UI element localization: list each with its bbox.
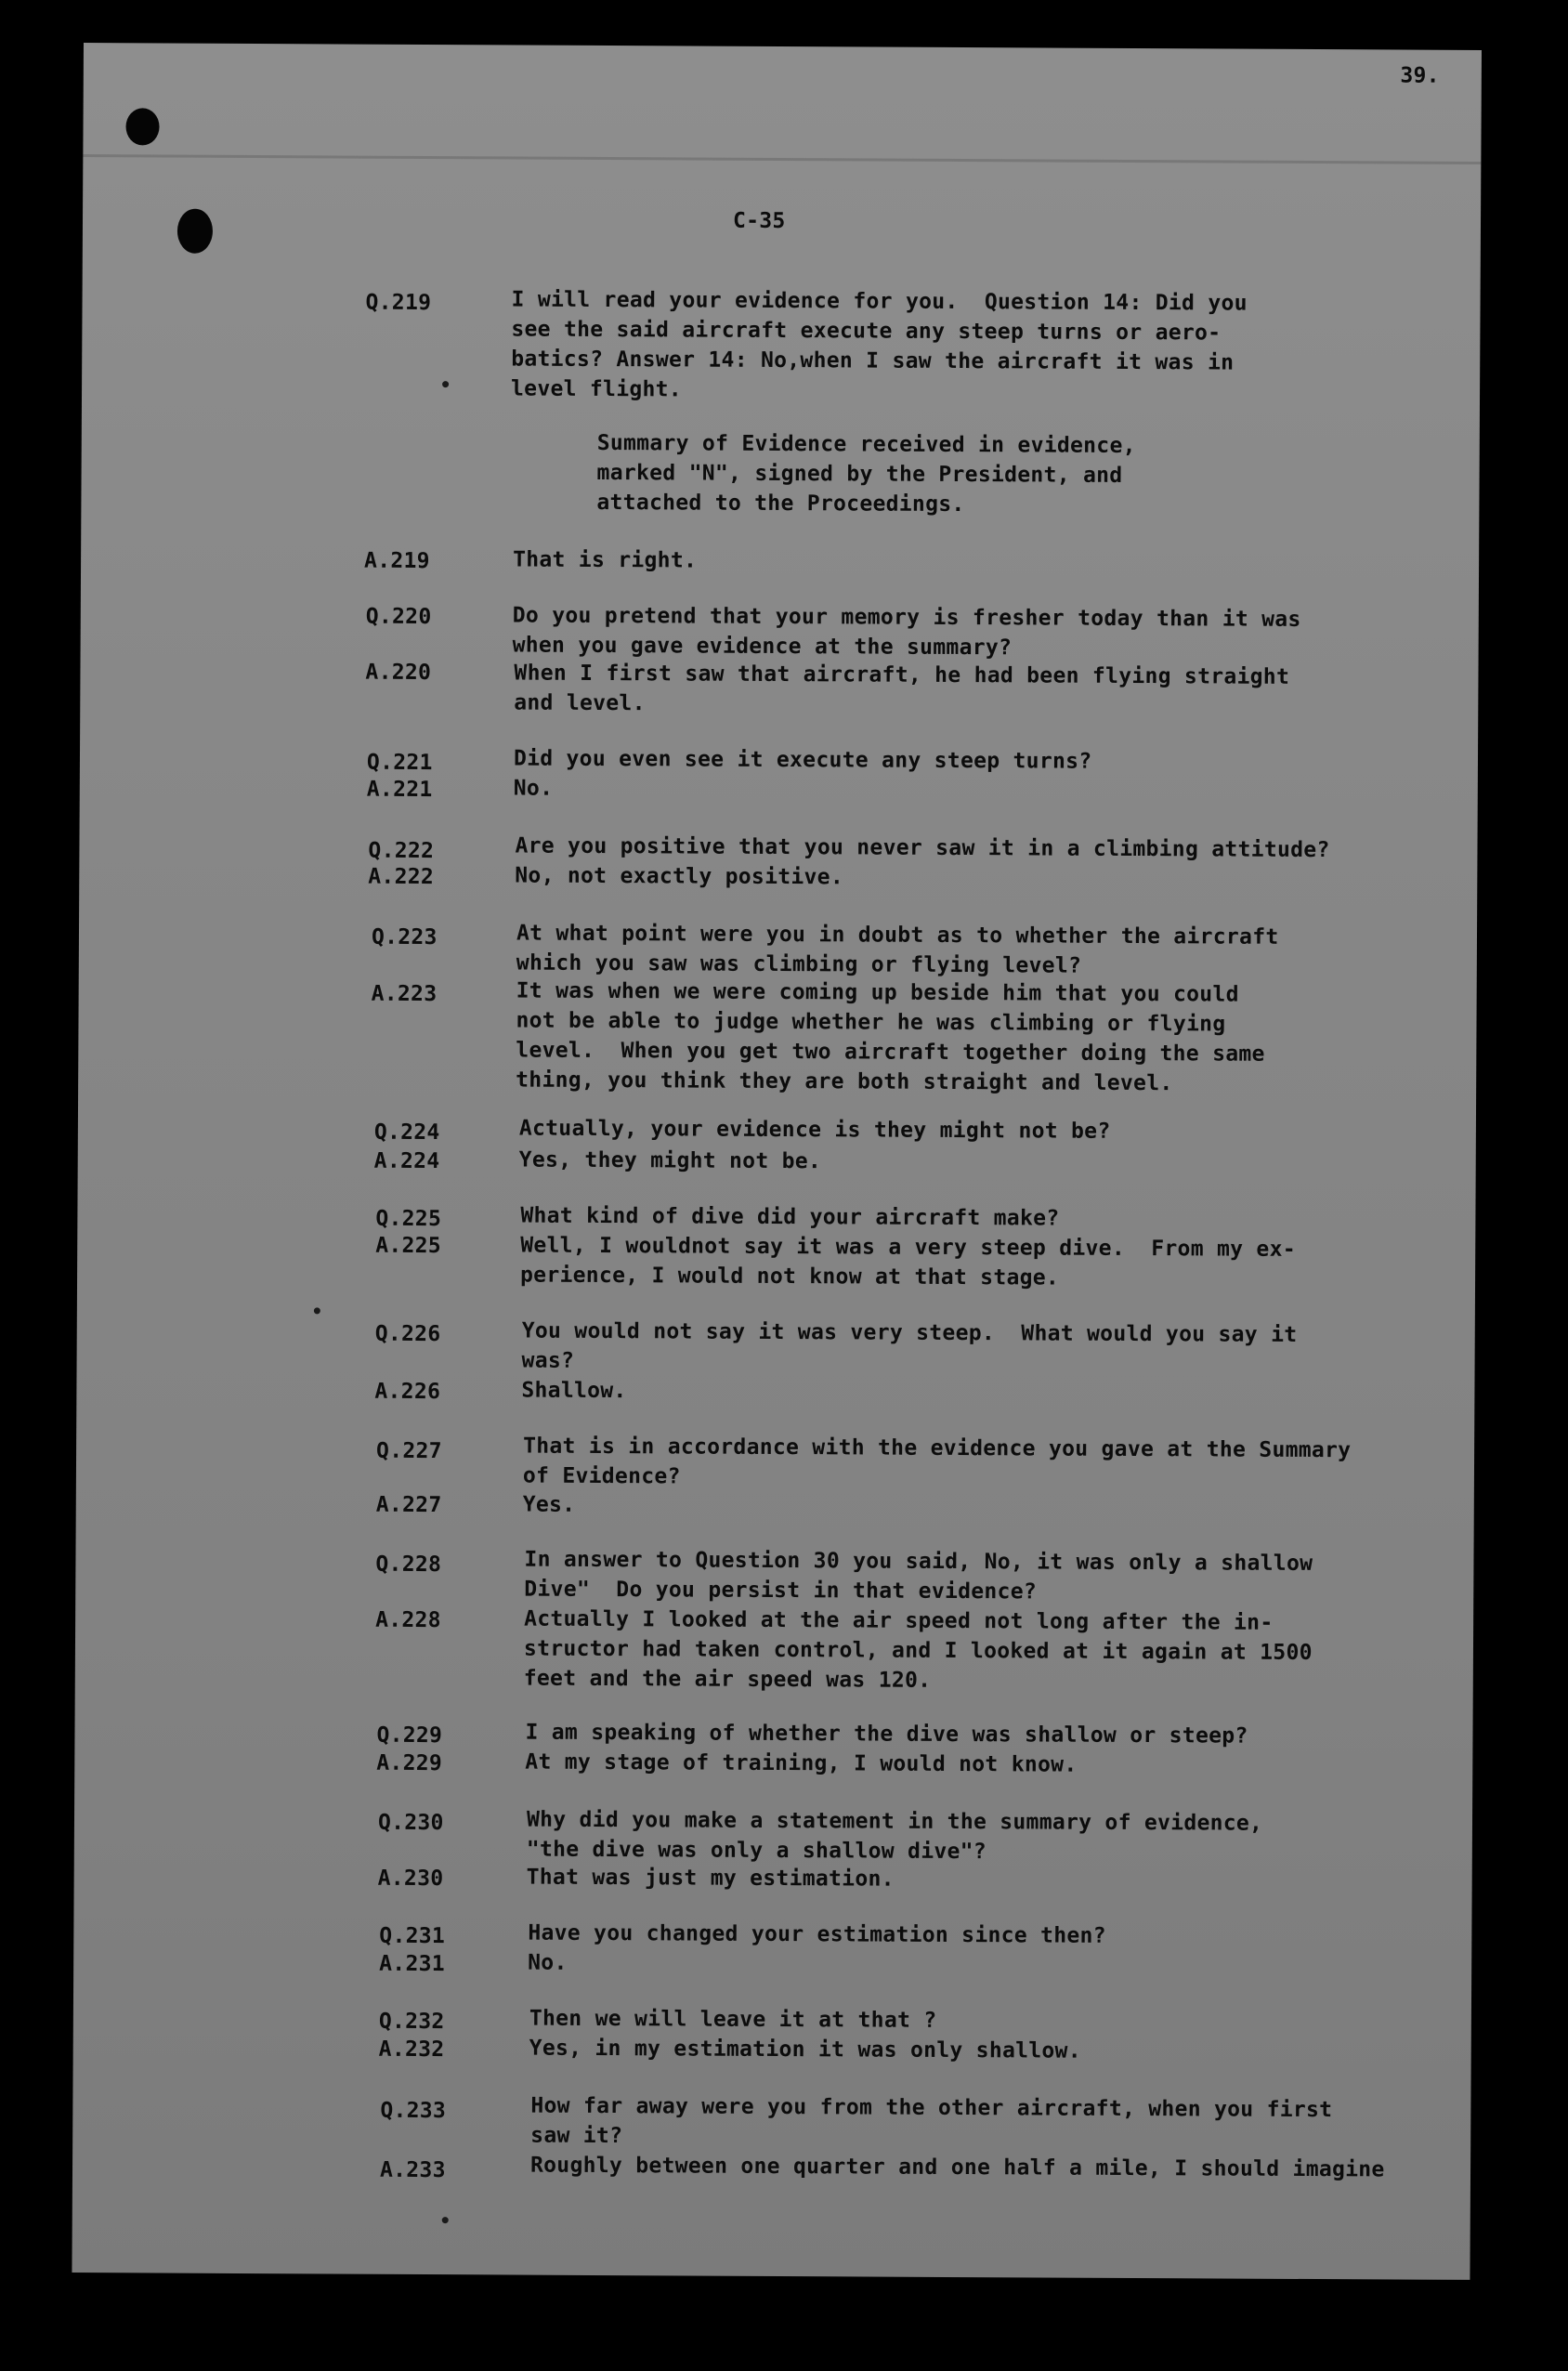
entry-text: When I first saw that aircraft, he had been flying straight and level.: [514, 661, 1290, 716]
entry-label: Q.233: [380, 2098, 447, 2124]
entry-text: Why did you make a statement in the summary of evidence, "the dive was only a shallow dive"?: [526, 1807, 1263, 1865]
entry-text: How far away were you from the other aircraft, when you first saw it?: [530, 2093, 1333, 2149]
entry-text: No.: [513, 776, 554, 801]
entry-text: I am speaking of whether the dive was shallow or steep?: [525, 1720, 1248, 1749]
entry-text: I will read your evidence for you. Question 14: Did you see the said aircraft execute any steep turns or aero- batics? Answer 14: No,when I saw the aircraft it was in level flight.: [510, 287, 1248, 402]
entry-text: Actually, your evidence is they might not be?: [518, 1116, 1111, 1144]
entry-label: A.223: [371, 981, 438, 1007]
entry-text: Well, I wouldnot say it was a very steep dive. From my ex- perience, I would not know at that stage.: [520, 1233, 1296, 1290]
entry-label: A.220: [365, 660, 432, 686]
entry-label: Q.227: [376, 1438, 442, 1464]
entry-label: A.225: [375, 1233, 442, 1259]
page-number: C-35: [732, 208, 786, 234]
entry-text: That is in accordance with the evidence you gave at the Summary of Evidence?: [522, 1434, 1352, 1489]
entry-label: A.233: [379, 2157, 446, 2183]
entry-text: Do you pretend that your memory is fresher today than it was when you gave evidence at the summary?: [512, 603, 1301, 661]
corner-page-number: 39.: [1400, 63, 1440, 88]
entry-text: Have you changed your estimation since then?: [528, 1920, 1106, 1948]
entry-label: A.221: [366, 777, 433, 803]
entry-label: Q.222: [368, 838, 435, 864]
entry-label: Q.232: [378, 2009, 445, 2035]
speck-mark: [314, 1307, 320, 1314]
entry-label: A.224: [373, 1148, 440, 1174]
entry-label: A.231: [379, 1951, 446, 1977]
entry-label: Q.230: [377, 1810, 444, 1836]
entry-text: Yes, they might not be.: [518, 1147, 822, 1174]
entry-label: A.227: [375, 1492, 442, 1518]
entry-label: A.228: [375, 1607, 441, 1633]
entry-label: Q.228: [375, 1552, 442, 1578]
entry-text: No.: [528, 1950, 568, 1975]
speck-mark: [442, 2217, 449, 2223]
entry-label: A.232: [378, 2037, 445, 2063]
entry-label: Q.225: [375, 1206, 442, 1232]
entry-text: In answer to Question 30 you said, No, it was only a shallow Dive" Do you persist in that evidence?: [524, 1547, 1313, 1605]
entry-label: A.230: [377, 1866, 444, 1892]
entry-label: A.219: [364, 548, 430, 574]
speck-mark: [442, 381, 449, 387]
entry-label: A.229: [376, 1750, 443, 1776]
entry-text: Yes, in my estimation it was only shallow.: [529, 2036, 1081, 2063]
entry-text: At what point were you in doubt as to whether the aircraft which you saw was climbing or flying level?: [516, 921, 1279, 978]
document-page: [72, 43, 1482, 2280]
entry-text: Yes.: [522, 1492, 576, 1517]
entry-text: Roughly between one quarter and one half a mile, I should imagine: [529, 2153, 1385, 2182]
entry-text: That was just my estimation.: [526, 1865, 895, 1892]
evidence-note: Summary of Evidence received in evidence, marked "N", signed by the President, and attached to the Proceedings.: [596, 430, 1136, 517]
entry-label: Q.221: [366, 750, 433, 776]
entry-text: Shallow.: [521, 1378, 627, 1404]
entry-label: Q.231: [379, 1923, 446, 1949]
entry-text: What kind of dive did your aircraft make?: [520, 1203, 1060, 1231]
entry-text: That is right.: [513, 547, 698, 573]
entry-text: It was when we were coming up beside him that you could not be able to judge whether he was climbing or flying level. When you get two aircraft together doing the same thing, you think they are both straight and level.: [516, 978, 1265, 1096]
entry-label: Q.229: [376, 1723, 443, 1749]
entry-label: Q.226: [374, 1321, 441, 1347]
entry-label: A.226: [374, 1379, 441, 1405]
entry-label: Q.220: [365, 604, 432, 630]
punch-hole-bottom: [177, 209, 213, 254]
entry-label: Q.219: [365, 290, 432, 316]
entry-label: Q.224: [373, 1120, 440, 1146]
entry-text: You would not say it was very steep. What would you say it was?: [521, 1318, 1298, 1373]
entry-label: A.222: [368, 864, 435, 890]
entry-label: Q.223: [371, 924, 438, 950]
entry-text: No, not exactly positive.: [515, 863, 844, 890]
entry-text: Are you positive that you never saw it in a climbing attitude?: [515, 833, 1330, 863]
punch-hole-top: [125, 108, 159, 145]
entry-text: At my stage of training, I would not know.: [525, 1749, 1078, 1777]
entry-text: Then we will leave it at that ?: [529, 2006, 937, 2033]
entry-text: Actually I looked at the air speed not long after the in- structor had taken control, and I looked at it again at 1500 feet and the air speed was 120.: [523, 1606, 1313, 1693]
entry-text: Did you even see it execute any steep turns?: [513, 746, 1092, 774]
